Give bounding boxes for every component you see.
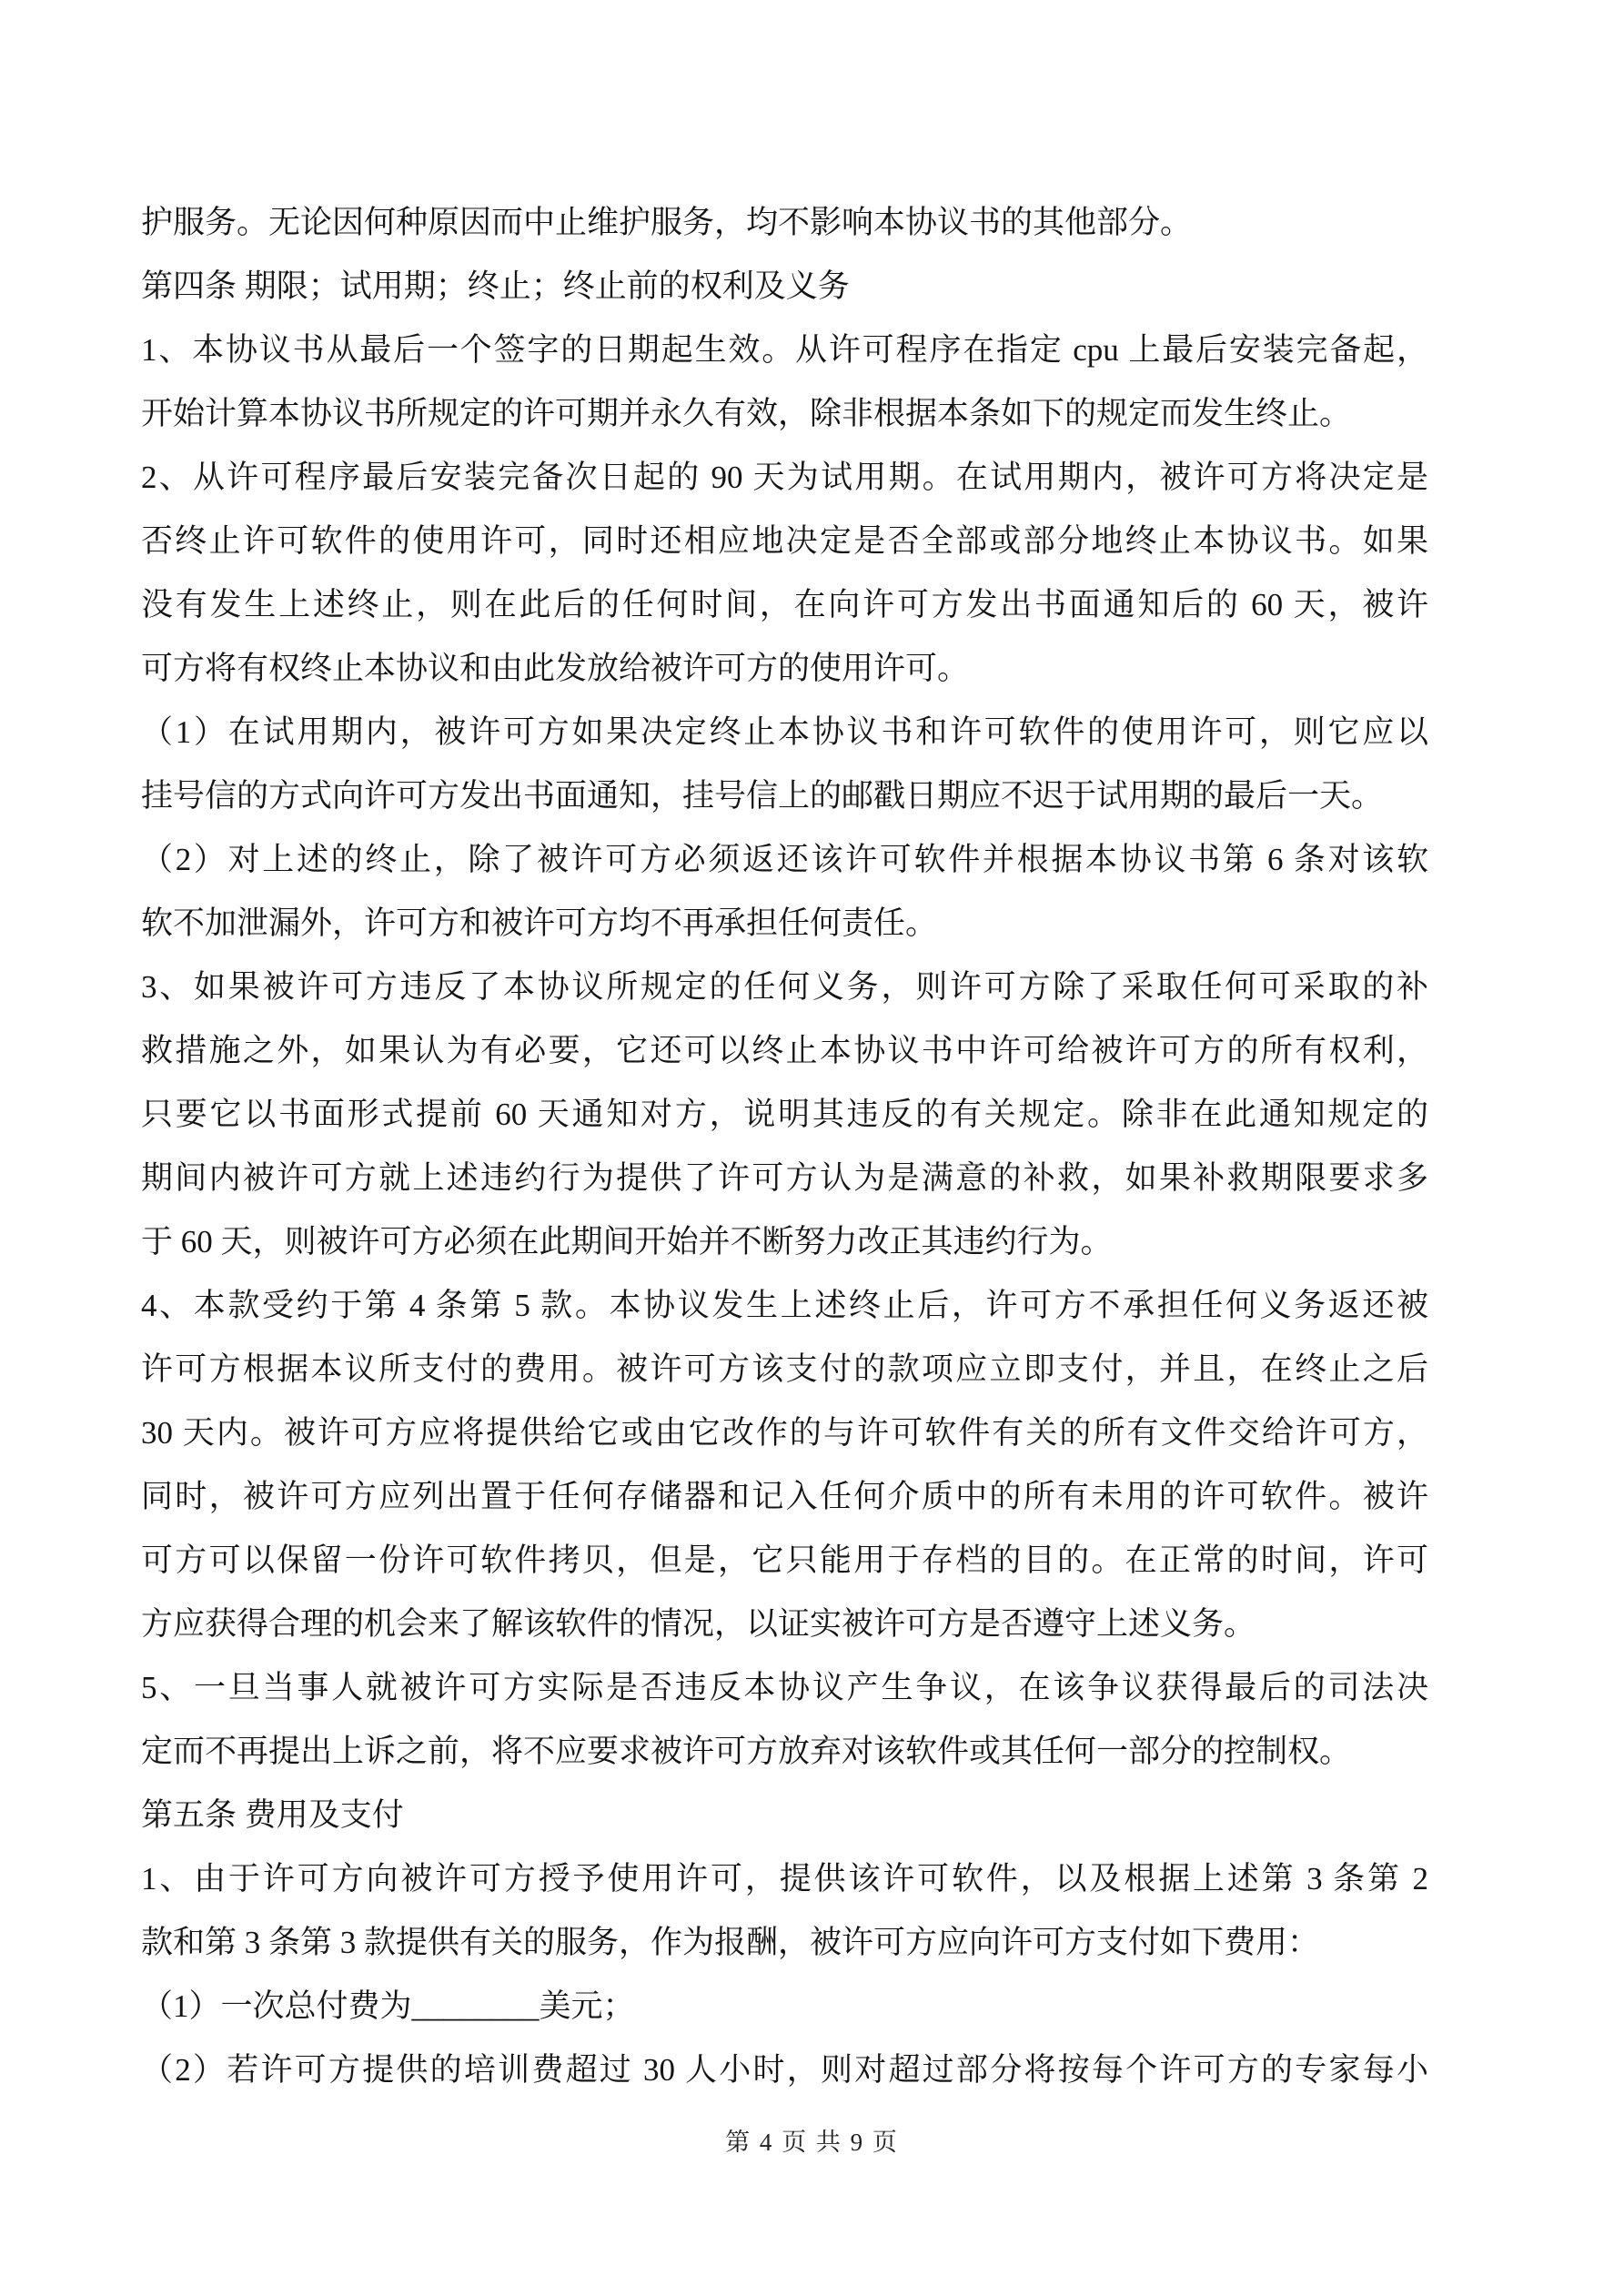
document-body [141,191,1428,2102]
text-line: 挂号信的方式向许可方发出书面通知，挂号信上的邮戳日期应不迟于试用期的最后一天。 [141,778,1384,814]
text-line: 方应获得合理的机会来了解该软件的情况，以证实被许可方是否遵守上述义务。 [141,1606,1256,1642]
text-line: （1）在试用期内，被许可方如果决定终止本协议书和许可软件的使用许可，则它应以 [141,714,1428,750]
text-line: 1、由于许可方向被许可方授予使用许可，提供该许可软件，以及根据上述第 3 条第 2 [141,1861,1428,1896]
text-line: 第五条 费用及支付 [141,1797,404,1833]
text-line: 开始计算本协议书所规定的许可期并永久有效，除非根据本条如下的规定而发生终止。 [141,396,1352,431]
text-line: 只要它以书面形式提前 60 天通知对方，说明其违反的有关规定。除非在此通知规定的 [141,1097,1428,1132]
text-line: 于 60 天，则被许可方必须在此期间开始并不断努力改正其违约行为。 [141,1224,1113,1259]
text-line: 期间内被许可方就上述违约行为提供了许可方认为是满意的补救，如果补救期限要求多 [141,1160,1428,1196]
text-line: 1、本协议书从最后一个签字的日期起生效。从许可程序在指定 cpu 上最后安装完备起， [141,332,1428,368]
text-line: 同时，被许可方应列出置于任何存储器和记入任何介质中的所有未用的许可软件。被许 [141,1479,1428,1514]
text-line: 2、从许可程序最后安装完备次日起的 90 天为试用期。在试用期内，被许可方将决定是 [141,460,1428,495]
text-line: 4、本款受约于第 4 条第 5 款。本协议发生上述终止后，许可方不承担任何义务返还被 [141,1288,1428,1323]
text-line: 护服务。无论因何种原因而中止维护服务，均不影响本协议书的其他部分。 [141,205,1193,240]
text-line: 否终止许可软件的使用许可，同时还相应地决定是否全部或部分地终止本协议书。如果 [141,523,1428,559]
text-line: 没有发生上述终止，则在此后的任何时间，在向许可方发出书面通知后的 60 天，被许 [141,587,1428,622]
text-line: 可方将有权终止本协议和由此发放给被许可方的使用许可。 [141,651,970,686]
text-line: 软不加泄漏外，许可方和被许可方均不再承担任何责任。 [141,905,938,941]
page-number-footer: 第 4 页 共 9 页 [725,2129,899,2156]
text-line: （2）对上述的终止，除了被许可方必须返还该许可软件并根据本协议书第 6 条对该软 [141,842,1428,877]
text-line: 定而不再提出上诉之前，将不应要求被许可方放弃对该软件或其任何一部分的控制权。 [141,1734,1352,1769]
text-line: 可方可以保留一份许可软件拷贝，但是，它只能用于存档的目的。在正常的时间，许可 [141,1542,1428,1578]
text-line: 款和第 3 条第 3 款提供有关的服务，作为报酬，被许可方应向许可方支付如下费用： [141,1925,1320,1960]
text-line: 3、如果被许可方违反了本协议所规定的任何义务，则许可方除了采取任何可采取的补 [141,969,1428,1005]
text-line: （2）若许可方提供的培训费超过 30 人小时，则对超过部分将按每个许可方的专家每小 [141,2052,1428,2088]
text-line: 救措施之外，如果认为有必要，它还可以终止本协议书中许可给被许可方的所有权利， [141,1033,1428,1068]
text-line: 5、一旦当事人就被许可方实际是否违反本协议产生争议，在该争议获得最后的司法决 [141,1670,1428,1705]
text-line: 许可方根据本议所支付的费用。被许可方该支付的款项应立即支付，并且，在终止之后 [141,1351,1428,1387]
text-line: 第四条 期限；试用期；终止；终止前的权利及义务 [141,268,850,304]
text-line: （1）一次总付费为________美元； [141,1988,635,2024]
text-line: 30 天内。被许可方应将提供给它或由它改作的与许可软件有关的所有文件交给许可方， [141,1415,1428,1451]
